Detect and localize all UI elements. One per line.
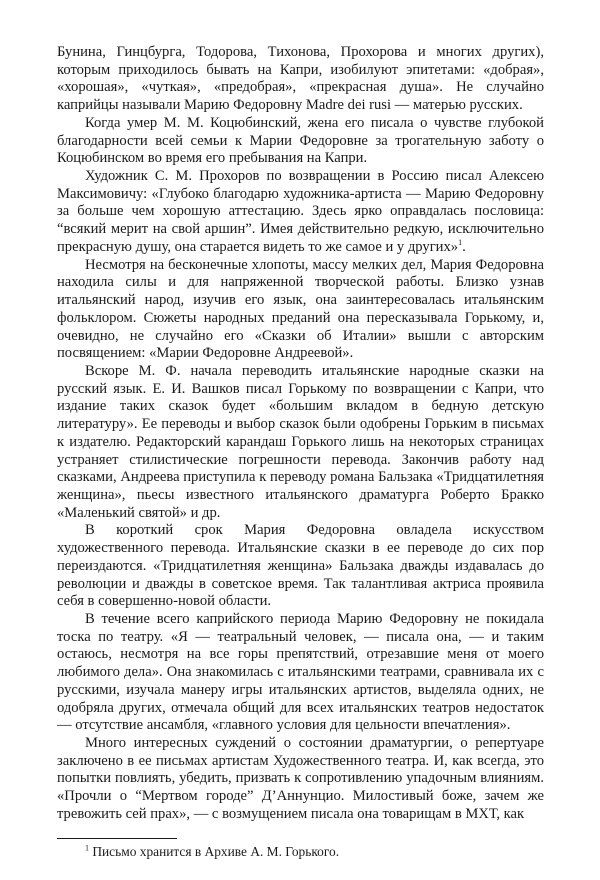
- paragraph: [57, 168, 544, 257]
- paragraph: Когда умер М. М. Коцюбинский, жена его писала о чувстве глубокой благодарности всей семьи к Марии Федоровне за трогательную заботу о Коцюбинском во время его пребывания на Капри.: [57, 114, 544, 167]
- paragraph: Несмотря на бесконечные хлопоты, массу мелких дел, Мария Федоровна находила силы и для напряженной творческой работы. Близко узнав итальянский народ, изучив его язык, она заинтересовалась итальянским фольклором. Сюжеты народных преданий она пересказывала Горькому, и, очевидно, не случайно его «Сказки об Италии» вышли с авторским посвящением: «Марии Федоровне Андреевой».: [57, 256, 544, 362]
- footnote: [57, 844, 544, 860]
- paragraph: В течение всего каприйского периода Марию Федоровну не покидала тоска по театру. «Я — театральный человек, — писала она, — и таким остаюсь, несмотря на все горы препятствий, отрезавшие меня от моего любимого дела». Она знакомилась с итальянскими театрами, сравнивала их с русскими, изучала манеру игры итальянских артистов, выделяла одних, не одобряла других, отмечала общий для всех итальянских театров недостаток — отсутствие ансамбля, «главного условия для цельности впечатления».: [57, 611, 544, 734]
- footnote-reference: 1: [458, 238, 463, 248]
- paragraph-text: Художник С. М. Прохоров по возвращении в Россию писал Алексею Максимовичу: «Глубоко благодарю художника-артиста — Марию Федоровну за больше чем хорошую аттестацию. Здесь ярко оправдалась пословица: “всякий мерит на свой аршин”. Имея действительно редкую, исключительно прекрасную душу, она старается видеть то же самое и у других»: [57, 168, 544, 255]
- paragraph: Вскоре М. Ф. начала переводить итальянские народные сказки на русский язык. Е. И. Вашков писал Горькому по возвращении с Капри, что издание таких сказок будет «большим вкладом в бедную детскую литературу». Ее переводы и выбор сказок были одобрены Горьким в письмах к издателю. Редакторский карандаш Горького лишь на некоторых страницах устраняет стилистические погрешности перевода. Закончив работу над сказками, Андреева приступила к переводу романа Бальзака «Тридцатилетняя женщина», пьесы известного итальянского драматурга Роберто Бракко «Маленький святой» и др.: [57, 362, 544, 521]
- paragraph: В короткий срок Мария Федоровна овладела искусством художественного перевода. Итальянские сказки в ее переводе до сих пор переиздаются. «Тридцатилетняя женщина» Бальзака дважды издавалась до революции и дважды в советское время. Так талантливая актриса проявила себя в совершенно-новой области.: [57, 522, 544, 610]
- footnote-mark: 1: [85, 843, 89, 853]
- footnote-text: Письмо хранится в Архиве А. М. Горького.: [89, 843, 340, 859]
- paragraph: Много интересных суждений о состоянии драматургии, о репертуаре заключено в ее письмах артистам Художественного театра. И, как всегда, это попытки повлиять, убедить, призвать к сопротивлению упадочным влияниям. «Прочли о “Мертвом городе” Д’Аннунцио. Милостивый боже, зачем же тревожить сей прах», — с возмущением писала она товарищам в МХТ, как: [57, 735, 544, 822]
- paragraph: Бунина, Гинцбурга, Тодорова, Тихонова, Прохорова и многих других), которым приходилось бывать на Капри, изобилуют эпитетами: «добрая», «хорошая», «чуткая», «предобрая», «прекрасная душа». Не случайно каприйцы называли Марию Федоровну Madre dei rusi — матерью русских.: [57, 44, 544, 114]
- document-body: [57, 44, 544, 824]
- footnote-divider: [57, 838, 177, 839]
- paragraph-text: .: [462, 238, 466, 255]
